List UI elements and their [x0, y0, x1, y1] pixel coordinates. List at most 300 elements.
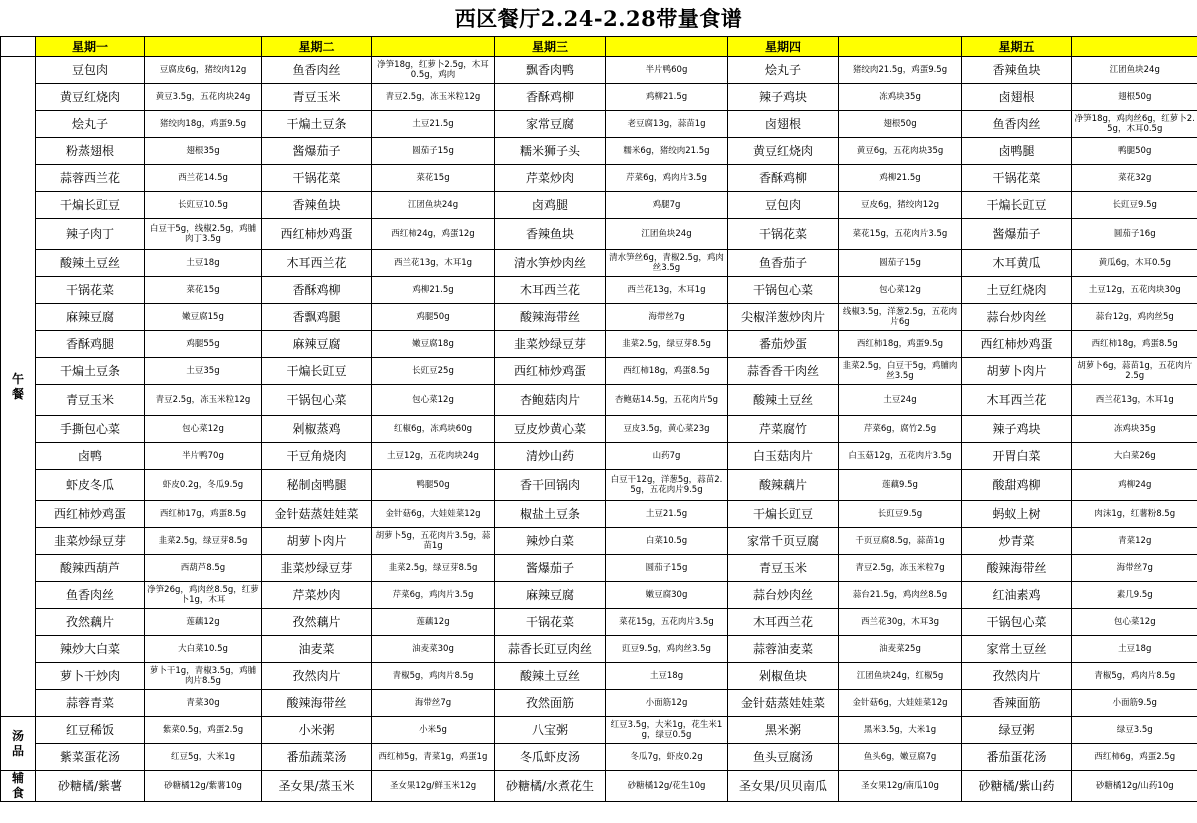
dish-ingredients: 虾皮0.2g，冬瓜9.5g	[145, 470, 262, 501]
dish-name: 清水笋炒肉丝	[495, 250, 606, 277]
dish-name: 酸辣海带丝	[495, 304, 606, 331]
dish-name: 蚂蚁上树	[962, 501, 1072, 528]
dish-name: 酸辣藕片	[728, 470, 839, 501]
dish-ingredients: 土豆35g	[145, 358, 262, 385]
dish-name: 蒜蓉油麦菜	[728, 636, 839, 663]
dish-ingredients: 韭菜2.5g，绿豆芽8.5g	[372, 555, 495, 582]
dish-ingredients: 砂糖橘12g/山药10g	[1072, 771, 1197, 802]
menu-row	[1, 277, 1197, 304]
menu-row	[1, 636, 1197, 663]
section-label-text: 午餐	[11, 371, 24, 401]
dish-name: 蒜蓉青菜	[36, 690, 145, 717]
dish-ingredients: 老豆腐13g，蒜苗1g	[606, 111, 728, 138]
day-header-blank	[606, 37, 728, 57]
dish-ingredients: 西红柿18g，鸡蛋8.5g	[1072, 331, 1197, 358]
dish-name: 干煸长豇豆	[262, 358, 372, 385]
dish-ingredients: 油麦菜25g	[839, 636, 962, 663]
dish-name: 青豆玉米	[36, 385, 145, 416]
dish-name: 椒盐土豆条	[495, 501, 606, 528]
dish-ingredients: 长豇豆9.5g	[839, 501, 962, 528]
dish-name: 圣女果/贝贝南瓜	[728, 771, 839, 802]
dish-ingredients: 海带丝7g	[1072, 555, 1197, 582]
dish-ingredients: 菜花32g	[1072, 165, 1197, 192]
dish-ingredients: 圣女果12g/鲜玉米12g	[372, 771, 495, 802]
dish-ingredients: 金针菇6g，大娃娃菜12g	[372, 501, 495, 528]
dish-ingredients: 芹菜6g，鸡肉片3.5g	[606, 165, 728, 192]
dish-ingredients: 江团鱼块24g	[1072, 57, 1197, 84]
menu-row	[1, 717, 1197, 744]
dish-ingredients: 鱼头6g，嫩豆腐7g	[839, 744, 962, 771]
dish-ingredients: 鸭腿50g	[372, 470, 495, 501]
dish-name: 杏鲍菇肉片	[495, 385, 606, 416]
dish-name: 酸辣海带丝	[962, 555, 1072, 582]
dish-name: 酸辣海带丝	[262, 690, 372, 717]
dish-ingredients: 黑米3.5g，大米1g	[839, 717, 962, 744]
section-label	[1, 771, 36, 802]
dish-name: 糯米狮子头	[495, 138, 606, 165]
dish-name: 麻辣豆腐	[36, 304, 145, 331]
dish-ingredients: 圆茄子15g	[372, 138, 495, 165]
dish-name: 韭菜炒绿豆芽	[495, 331, 606, 358]
menu-row	[1, 219, 1197, 250]
dish-name: 香飘鸡腿	[262, 304, 372, 331]
dish-name: 蒜香长豇豆肉丝	[495, 636, 606, 663]
dish-name: 金针菇蒸娃娃菜	[262, 501, 372, 528]
dish-name: 干锅包心菜	[262, 385, 372, 416]
day-header-blank	[1072, 37, 1197, 57]
dish-ingredients: 西红柿18g，鸡蛋8.5g	[606, 358, 728, 385]
dish-ingredients: 土豆24g	[839, 385, 962, 416]
dish-name: 香辣鱼块	[262, 192, 372, 219]
dish-ingredients: 嫩豆腐30g	[606, 582, 728, 609]
menu-row	[1, 609, 1197, 636]
dish-name: 紫菜蛋花汤	[36, 744, 145, 771]
dish-name: 烩丸子	[728, 57, 839, 84]
dish-name: 木耳黄瓜	[962, 250, 1072, 277]
dish-ingredients: 金针菇6g，大娃娃菜12g	[839, 690, 962, 717]
menu-row	[1, 744, 1197, 771]
dish-ingredients: 西葫芦8.5g	[145, 555, 262, 582]
header-corner	[1, 37, 36, 57]
menu-row	[1, 528, 1197, 555]
dish-ingredients: 小面筋9.5g	[1072, 690, 1197, 717]
dish-ingredients: 土豆12g，五花肉块24g	[372, 443, 495, 470]
dish-ingredients: 胡萝卜5g，五花肉片3.5g，蒜苗1g	[372, 528, 495, 555]
menu-row	[1, 192, 1197, 219]
dish-name: 豆包肉	[36, 57, 145, 84]
menu-row	[1, 416, 1197, 443]
menu-row	[1, 304, 1197, 331]
dish-ingredients: 西兰花14.5g	[145, 165, 262, 192]
section-label-text: 辅食	[11, 771, 24, 800]
dish-name: 豆包肉	[728, 192, 839, 219]
dish-name: 木耳西兰花	[728, 609, 839, 636]
dish-ingredients: 菜花15g，五花肉片3.5g	[839, 219, 962, 250]
dish-ingredients: 红豆5g，大米1g	[145, 744, 262, 771]
dish-ingredients: 西红柿24g，鸡蛋12g	[372, 219, 495, 250]
menu-row	[1, 165, 1197, 192]
dish-ingredients: 莲藕9.5g	[839, 470, 962, 501]
dish-ingredients: 土豆18g	[1072, 636, 1197, 663]
dish-name: 芹菜腐竹	[728, 416, 839, 443]
dish-name: 辣子鸡块	[728, 84, 839, 111]
dish-name: 番茄蛋花汤	[962, 744, 1072, 771]
dish-name: 辣炒白菜	[495, 528, 606, 555]
dish-name: 卤鸭	[36, 443, 145, 470]
dish-name: 干煸长豇豆	[962, 192, 1072, 219]
header-row	[1, 37, 1197, 57]
dish-name: 木耳西兰花	[495, 277, 606, 304]
dish-name: 西红柿炒鸡蛋	[36, 501, 145, 528]
dish-name: 砂糖橘/紫山药	[962, 771, 1072, 802]
dish-name: 砂糖橘/水煮花生	[495, 771, 606, 802]
dish-ingredients: 砂糖橘12g/花生10g	[606, 771, 728, 802]
dish-ingredients: 西兰花13g，木耳1g	[1072, 385, 1197, 416]
dish-ingredients: 青椒5g，鸡肉片8.5g	[1072, 663, 1197, 690]
dish-name: 冬瓜虾皮汤	[495, 744, 606, 771]
dish-ingredients: 黄豆6g，五花肉块35g	[839, 138, 962, 165]
dish-name: 番茄炒蛋	[728, 331, 839, 358]
menu-row	[1, 57, 1197, 84]
dish-name: 黄豆红烧肉	[728, 138, 839, 165]
dish-ingredients: 半片鸭60g	[606, 57, 728, 84]
dish-ingredients: 白菜10.5g	[606, 528, 728, 555]
dish-ingredients: 海带丝7g	[606, 304, 728, 331]
dish-ingredients: 砂糖橘12g/紫薯10g	[145, 771, 262, 802]
dish-ingredients: 豆皮6g，猪绞肉12g	[839, 192, 962, 219]
menu-row	[1, 250, 1197, 277]
dish-ingredients: 青菜12g	[1072, 528, 1197, 555]
menu-row	[1, 501, 1197, 528]
dish-ingredients: 江团鱼块24g，红椒5g	[839, 663, 962, 690]
menu-row	[1, 331, 1197, 358]
dish-name: 香酥鸡柳	[728, 165, 839, 192]
dish-name: 剁椒蒸鸡	[262, 416, 372, 443]
dish-name: 干豆角烧肉	[262, 443, 372, 470]
dish-ingredients: 大白菜10.5g	[145, 636, 262, 663]
day-header: 星期一	[36, 37, 145, 57]
dish-name: 干锅包心菜	[728, 277, 839, 304]
dish-ingredients: 西兰花13g，木耳1g	[372, 250, 495, 277]
dish-name: 香辣鱼块	[495, 219, 606, 250]
dish-name: 香辣鱼块	[962, 57, 1072, 84]
dish-name: 孜然面筋	[495, 690, 606, 717]
dish-name: 酱爆茄子	[262, 138, 372, 165]
dish-ingredients: 净笋18g，红萝卜2.5g，木耳0.5g，鸡肉	[372, 57, 495, 84]
dish-name: 孜然肉片	[962, 663, 1072, 690]
dish-name: 孜然肉片	[262, 663, 372, 690]
dish-ingredients: 莲藕12g	[145, 609, 262, 636]
dish-ingredients: 红豆3.5g，大米1g，花生米1g，绿豆0.5g	[606, 717, 728, 744]
dish-ingredients: 青椒5g，鸡肉片8.5g	[372, 663, 495, 690]
section-label	[1, 717, 36, 771]
dish-name: 香酥鸡柳	[262, 277, 372, 304]
dish-name: 烩丸子	[36, 111, 145, 138]
day-header: 星期三	[495, 37, 606, 57]
dish-ingredients: 白豆干5g，线椒2.5g，鸡脯肉丁3.5g	[145, 219, 262, 250]
dish-ingredients: 黄瓜6g，木耳0.5g	[1072, 250, 1197, 277]
dish-name: 木耳西兰花	[262, 250, 372, 277]
dish-ingredients: 芹菜6g，鸡肉片3.5g	[372, 582, 495, 609]
dish-ingredients: 长豇豆10.5g	[145, 192, 262, 219]
dish-ingredients: 小面筋12g	[606, 690, 728, 717]
dish-ingredients: 圣女果12g/南瓜10g	[839, 771, 962, 802]
dish-name: 香辣面筋	[962, 690, 1072, 717]
dish-ingredients: 土豆12g，五花肉块30g	[1072, 277, 1197, 304]
dish-name: 鱼香肉丝	[262, 57, 372, 84]
dish-name: 红豆稀饭	[36, 717, 145, 744]
day-header: 星期二	[262, 37, 372, 57]
day-header-blank	[839, 37, 962, 57]
dish-name: 飘香肉鸭	[495, 57, 606, 84]
day-header: 星期四	[728, 37, 839, 57]
day-header-blank	[145, 37, 262, 57]
dish-ingredients: 圆茄子15g	[839, 250, 962, 277]
dish-ingredients: 豆皮3.5g，黄心菜23g	[606, 416, 728, 443]
dish-ingredients: 韭菜2.5g，白豆干5g，鸡脯肉丝3.5g	[839, 358, 962, 385]
menu-row	[1, 84, 1197, 111]
dish-ingredients: 肉沫1g，红薯粉8.5g	[1072, 501, 1197, 528]
dish-ingredients: 青豆2.5g，冻玉米粒12g	[145, 385, 262, 416]
dish-name: 番茄蔬菜汤	[262, 744, 372, 771]
dish-name: 卤翅根	[962, 84, 1072, 111]
dish-name: 蒜蓉西兰花	[36, 165, 145, 192]
dish-ingredients: 翅根50g	[1072, 84, 1197, 111]
dish-ingredients: 圆茄子15g	[606, 555, 728, 582]
dish-name: 干煸长豇豆	[36, 192, 145, 219]
dish-name: 干锅花菜	[728, 219, 839, 250]
dish-ingredients: 净笋26g，鸡肉丝8.5g，红萝卜1g，木耳	[145, 582, 262, 609]
dish-ingredients: 包心菜12g	[839, 277, 962, 304]
dish-ingredients: 翅根35g	[145, 138, 262, 165]
menu-row	[1, 138, 1197, 165]
dish-name: 鱼香茄子	[728, 250, 839, 277]
dish-name: 胡萝卜肉片	[262, 528, 372, 555]
dish-ingredients: 油麦菜30g	[372, 636, 495, 663]
dish-name: 卤鸭腿	[962, 138, 1072, 165]
dish-name: 西红柿炒鸡蛋	[962, 331, 1072, 358]
section-label	[1, 57, 36, 717]
dish-ingredients: 圆茄子16g	[1072, 219, 1197, 250]
dish-name: 清炒山药	[495, 443, 606, 470]
dish-name: 韭菜炒绿豆芽	[262, 555, 372, 582]
dish-ingredients: 鸡腿50g	[372, 304, 495, 331]
dish-ingredients: 青菜30g	[145, 690, 262, 717]
dish-ingredients: 红椒6g，冻鸡块60g	[372, 416, 495, 443]
dish-name: 鱼香肉丝	[36, 582, 145, 609]
dish-name: 粉蒸翅根	[36, 138, 145, 165]
dish-name: 剁椒鱼块	[728, 663, 839, 690]
dish-ingredients: 豇豆9.5g，鸡肉丝3.5g	[606, 636, 728, 663]
dish-ingredients: 千页豆腐8.5g，蒜苗1g	[839, 528, 962, 555]
dish-ingredients: 黄豆3.5g，五花肉块24g	[145, 84, 262, 111]
dish-ingredients: 包心菜12g	[372, 385, 495, 416]
dish-name: 孜然藕片	[36, 609, 145, 636]
dish-name: 蒜香香干肉丝	[728, 358, 839, 385]
dish-name: 辣炒大白菜	[36, 636, 145, 663]
dish-ingredients: 西红柿6g，鸡蛋2.5g	[1072, 744, 1197, 771]
dish-name: 香酥鸡腿	[36, 331, 145, 358]
dish-ingredients: 鸡柳21.5g	[839, 165, 962, 192]
dish-ingredients: 猪绞肉21.5g，鸡蛋9.5g	[839, 57, 962, 84]
dish-name: 家常土豆丝	[962, 636, 1072, 663]
dish-name: 韭菜炒绿豆芽	[36, 528, 145, 555]
dish-name: 麻辣豆腐	[495, 582, 606, 609]
menu-row	[1, 663, 1197, 690]
dish-ingredients: 胡萝卜6g，蒜苗1g，五花肉片2.5g	[1072, 358, 1197, 385]
dish-ingredients: 猪绞肉18g，鸡蛋9.5g	[145, 111, 262, 138]
dish-ingredients: 包心菜12g	[1072, 609, 1197, 636]
dish-ingredients: 西红柿5g，青菜1g，鸡蛋1g	[372, 744, 495, 771]
dish-name: 酱爆茄子	[962, 219, 1072, 250]
dish-name: 尖椒洋葱炒肉片	[728, 304, 839, 331]
dish-ingredients: 长豇豆25g	[372, 358, 495, 385]
menu-row	[1, 690, 1197, 717]
dish-name: 秘制卤鸭腿	[262, 470, 372, 501]
dish-ingredients: 翅根50g	[839, 111, 962, 138]
dish-ingredients: 净笋18g，鸡肉丝6g，红萝卜2.5g，木耳0.5g	[1072, 111, 1197, 138]
dish-name: 木耳西兰花	[962, 385, 1072, 416]
menu-row	[1, 582, 1197, 609]
dish-name: 干锅花菜	[495, 609, 606, 636]
sheet-title: 西区餐厅2.24-2.28带量食谱	[454, 6, 743, 31]
dish-name: 酱爆茄子	[495, 555, 606, 582]
dish-name: 辣子肉丁	[36, 219, 145, 250]
dish-name: 干煸土豆条	[262, 111, 372, 138]
dish-ingredients: 青豆2.5g，冻玉米粒12g	[372, 84, 495, 111]
dish-ingredients: 鸭腿50g	[1072, 138, 1197, 165]
dish-ingredients: 西兰花30g，木耳3g	[839, 609, 962, 636]
dish-name: 家常千页豆腐	[728, 528, 839, 555]
dish-ingredients: 鸡腿55g	[145, 331, 262, 358]
dish-name: 手撕包心菜	[36, 416, 145, 443]
dish-name: 八宝粥	[495, 717, 606, 744]
dish-name: 小米粥	[262, 717, 372, 744]
dish-name: 青豆玉米	[262, 84, 372, 111]
dish-name: 干锅花菜	[262, 165, 372, 192]
dish-name: 蒜台炒肉丝	[962, 304, 1072, 331]
dish-name: 黑米粥	[728, 717, 839, 744]
dish-name: 香干回锅肉	[495, 470, 606, 501]
dish-ingredients: 江团鱼块24g	[372, 192, 495, 219]
day-header: 星期五	[962, 37, 1072, 57]
dish-ingredients: 嫩豆腐18g	[372, 331, 495, 358]
dish-name: 炒青菜	[962, 528, 1072, 555]
dish-ingredients: 土豆21.5g	[372, 111, 495, 138]
dish-ingredients: 冻鸡块35g	[839, 84, 962, 111]
dish-ingredients: 大白菜26g	[1072, 443, 1197, 470]
dish-name: 圣女果/蒸玉米	[262, 771, 372, 802]
dish-name: 绿豆粥	[962, 717, 1072, 744]
menu-row	[1, 443, 1197, 470]
dish-ingredients: 菜花15g	[145, 277, 262, 304]
dish-name: 干锅花菜	[36, 277, 145, 304]
dish-name: 砂糖橘/紫薯	[36, 771, 145, 802]
dish-ingredients: 鸡柳21.5g	[372, 277, 495, 304]
dish-ingredients: 蒜台12g，鸡肉丝5g	[1072, 304, 1197, 331]
dish-name: 酸辣土豆丝	[728, 385, 839, 416]
dish-ingredients: 莲藕12g	[372, 609, 495, 636]
day-header-blank	[372, 37, 495, 57]
dish-name: 红油素鸡	[962, 582, 1072, 609]
dish-name: 鱼香肉丝	[962, 111, 1072, 138]
dish-name: 酸辣土豆丝	[495, 663, 606, 690]
dish-name: 酸辣西葫芦	[36, 555, 145, 582]
dish-ingredients: 土豆18g	[606, 663, 728, 690]
dish-name: 干锅花菜	[962, 165, 1072, 192]
dish-ingredients: 鸡柳21.5g	[606, 84, 728, 111]
dish-ingredients: 半片鸭70g	[145, 443, 262, 470]
dish-name: 卤翅根	[728, 111, 839, 138]
dish-ingredients: 嫩豆腐15g	[145, 304, 262, 331]
dish-name: 孜然藕片	[262, 609, 372, 636]
dish-ingredients: 冻鸡块35g	[1072, 416, 1197, 443]
dish-ingredients: 长豇豆9.5g	[1072, 192, 1197, 219]
dish-name: 芹菜炒肉	[262, 582, 372, 609]
menu-row	[1, 385, 1197, 416]
dish-ingredients: 青豆2.5g，冻玉米粒7g	[839, 555, 962, 582]
dish-name: 白玉菇肉片	[728, 443, 839, 470]
menu-row	[1, 470, 1197, 501]
dish-name: 干锅包心菜	[962, 609, 1072, 636]
menu-row	[1, 555, 1197, 582]
dish-name: 卤鸡腿	[495, 192, 606, 219]
dish-name: 西红柿炒鸡蛋	[495, 358, 606, 385]
dish-ingredients: 萝卜干1g，青椒3.5g，鸡脯肉片8.5g	[145, 663, 262, 690]
menu-row	[1, 358, 1197, 385]
dish-ingredients: 西红柿17g，鸡蛋8.5g	[145, 501, 262, 528]
dish-ingredients: 菜花15g，五花肉片3.5g	[606, 609, 728, 636]
dish-ingredients: 江团鱼块24g	[606, 219, 728, 250]
dish-ingredients: 芹菜6g，腐竹2.5g	[839, 416, 962, 443]
dish-ingredients: 杏鲍菇14.5g，五花肉片5g	[606, 385, 728, 416]
dish-name: 开胃白菜	[962, 443, 1072, 470]
menu-row	[1, 111, 1197, 138]
dish-name: 辣子鸡块	[962, 416, 1072, 443]
dish-ingredients: 蒜台21.5g，鸡肉丝8.5g	[839, 582, 962, 609]
dish-ingredients: 韭菜2.5g，绿豆芽8.5g	[606, 331, 728, 358]
dish-name: 西红柿炒鸡蛋	[262, 219, 372, 250]
dish-name: 金针菇蒸娃娃菜	[728, 690, 839, 717]
dish-name: 鱼头豆腐汤	[728, 744, 839, 771]
dish-ingredients: 西兰花13g，木耳1g	[606, 277, 728, 304]
dish-name: 萝卜干炒肉	[36, 663, 145, 690]
dish-ingredients: 西红柿18g，鸡蛋9.5g	[839, 331, 962, 358]
dish-name: 酸辣土豆丝	[36, 250, 145, 277]
section-label-text: 汤品	[11, 728, 24, 758]
dish-name: 干煸土豆条	[36, 358, 145, 385]
dish-name: 酸甜鸡柳	[962, 470, 1072, 501]
dish-ingredients: 土豆18g	[145, 250, 262, 277]
dish-ingredients: 土豆21.5g	[606, 501, 728, 528]
dish-ingredients: 白玉菇12g，五花肉片3.5g	[839, 443, 962, 470]
dish-ingredients: 鸡柳24g	[1072, 470, 1197, 501]
dish-name: 土豆红烧肉	[962, 277, 1072, 304]
dish-ingredients: 包心菜12g	[145, 416, 262, 443]
dish-ingredients: 菜花15g	[372, 165, 495, 192]
menu-table	[0, 36, 1197, 802]
dish-ingredients: 山药7g	[606, 443, 728, 470]
dish-name: 麻辣豆腐	[262, 331, 372, 358]
dish-ingredients: 紫菜0.5g，鸡蛋2.5g	[145, 717, 262, 744]
dish-ingredients: 小米5g	[372, 717, 495, 744]
dish-name: 豆皮炒黄心菜	[495, 416, 606, 443]
dish-name: 芹菜炒肉	[495, 165, 606, 192]
dish-ingredients: 冬瓜7g，虾皮0.2g	[606, 744, 728, 771]
dish-ingredients: 豆腐皮6g，猪绞肉12g	[145, 57, 262, 84]
dish-ingredients: 韭菜2.5g，绿豆芽8.5g	[145, 528, 262, 555]
menu-row	[1, 771, 1197, 802]
